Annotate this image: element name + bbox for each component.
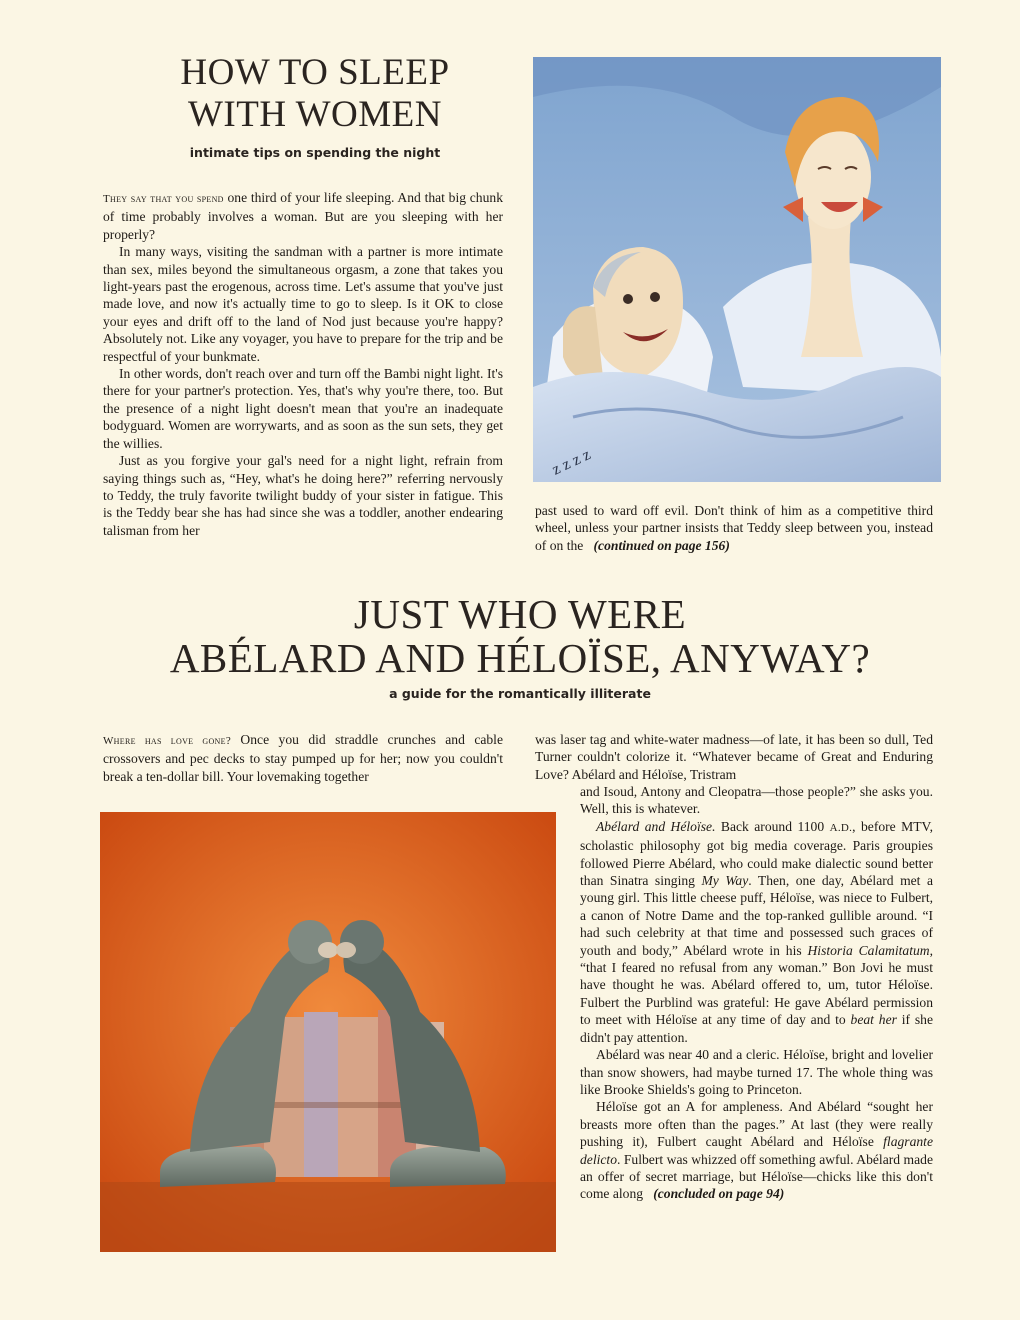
article1-title (130, 52, 500, 136)
article1-column-right (535, 502, 933, 554)
article2-lead-in: Where has love gone? (103, 735, 231, 747)
article2-subtitle: a guide for the romantically illiterate (389, 686, 651, 701)
article1-paragraph-4: Just as you forgive your gal's need for a night light, refrain from saying things such as, “Hey, what's he doing here?” referring nervously to Teddy, the truly favorite twilight buddy of your sister in fatigue. This is the Teddy bear she has had since she was a toddler, another endearing talisman from her (103, 453, 503, 538)
article1-paragraph-5: past used to ward off evil. Don't think of him as a competitive third wheel, unless your partner insists that Teddy sleep between you, instead of on the (continued on page 156) (535, 503, 933, 553)
article1-title-line2: WITH WOMEN (187, 94, 442, 135)
article1-paragraph-2: In many ways, visiting the sandman with a partner is more intimate than sex, miles beyond the simultaneous orgasm, a zone that takes you light-years past the erogenous, across time. Let's assume that you've just made love, and now it's actually time to go to sleep. Is it OK to close your eyes and drift off to the land of Nod just because you're happy? Absolutely not. Like any voyager, you have to prepare for the trip and be respectful of your bunkmate. (103, 244, 503, 364)
snore-text: z z z z (549, 446, 594, 479)
article2-paragraph-1-continued: was laser tag and white-water madness—of late, it has been so dull, Ted Turner couldn't colorize it. “Whatever became of Great and Enduring Love? Abélard and Héloïse, Tristram (535, 732, 933, 782)
article1-column-left (103, 189, 503, 539)
bed-couple-illustration (533, 57, 941, 482)
article1-paragraph-1: They say that you spend one third of your life sleeping. And that big chunk of time probably involves a woman. But are you sleeping with her properly? (103, 190, 503, 242)
article2-paragraph-1: Where has love gone? Once you did straddle crunches and cable crossovers and pec decks to stay pumped up for her; now you couldn't break a ten-dollar bill. Your lovemaking together (103, 732, 503, 784)
article2-title (100, 592, 940, 680)
article2-title-line2: ABÉLARD AND HÉLOÏSE, ANYWAY? (169, 635, 871, 681)
article1-subtitle: intimate tips on spending the night (189, 145, 441, 160)
article2-column-right (580, 783, 933, 1203)
article1-paragraph-3: In other words, don't reach over and turn off the Bambi night light. It's there for your partner's protection. Yes, that's why you're there, too. But the presence of a night light doesn't mean that you're an inadequate bodyguard. Women are worrywarts, and as soon as the sun sets, they get the willies. (103, 366, 503, 451)
article2-title-line1: JUST WHO WERE (353, 591, 687, 637)
article2-column-right-top (535, 731, 933, 783)
article1-lead-in: They say that you spend (103, 193, 224, 205)
article2-paragraph-2: and Isoud, Antony and Cleopatra—those people?” she asks you. Well, this is whatever. (580, 784, 933, 817)
monkey-bookends-photo (100, 812, 556, 1252)
article1-title-line1: HOW TO SLEEP (180, 52, 450, 93)
article2-paragraph-4: Abélard was near 40 and a cleric. Héloïse, bright and lovelier than snow showers, had maybe turned 17. The whole thing was like Brooke Shields's going to Princeton. (580, 1047, 933, 1097)
article1-continued: (continued on page 156) (593, 537, 730, 553)
article2-concluded: (concluded on page 94) (653, 1186, 785, 1202)
article2-paragraph-5: Héloïse got an A for ampleness. And Abélard “sought her breasts more often than the pages.” At last (they were really pushing it), Fulbert caught Abélard and Héloïse flagrante delicto. Fulbert was whizzed off something awful. Abélard made an offer of secret marriage, but Héloïse—chicks like this don't come along (concluded on page 94) (580, 1099, 933, 1202)
article2-paragraph-3: Abélard and Héloïse. Back around 1100 A.D., before MTV, scholastic philosophy got big media coverage. Paris groupies followed Pierre Abélard, who could make dialectic sound better than Sinatra singing My Way. Then, one day, Abélard met a young girl. This little cheese puff, Héloïse, was niece to Fulbert, a canon of Notre Dame and the top-ranked gullible around. “I had such celebrity at that time and possessed such graces of youth and body,” Abélard wrote in his Historia Calamitatum, “that I feared no refusal from any woman.” Bon Jovi he must have thought he was. Abélard offered to, um, tutor Héloïse. Fulbert the Purblind was grateful: He gave Abélard permission to meet with Héloïse at any time of day and to beat her if she didn't pay attention. (580, 818, 934, 1045)
article2-column-left-top (103, 731, 503, 785)
